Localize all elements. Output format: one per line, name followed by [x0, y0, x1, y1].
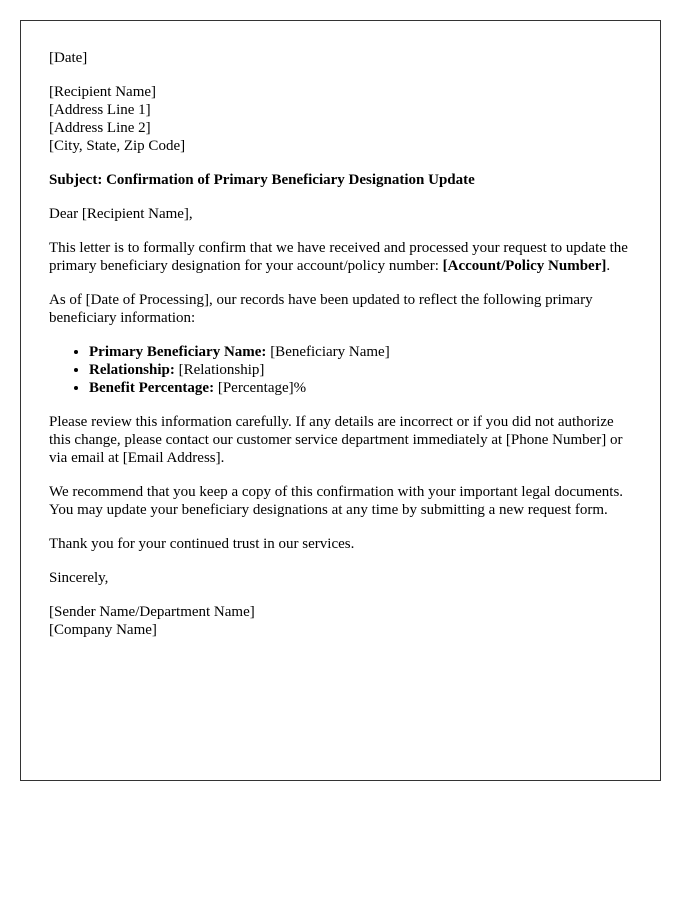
- paragraph-records: As of [Date of Processing], our records have been updated to reflect the following primary beneficiary information:: [49, 292, 593, 326]
- item-label: Relationship:: [89, 362, 175, 378]
- paragraph-confirmation: [49, 239, 632, 275]
- closing: Sincerely,: [49, 570, 109, 586]
- list-item: [89, 361, 632, 379]
- salutation: Dear [Recipient Name],: [49, 206, 193, 222]
- list-item: [89, 343, 632, 361]
- item-value: [Relationship]: [174, 362, 265, 378]
- address-line-2: [Address Line 2]: [49, 120, 151, 136]
- paragraph-text: This letter is to formally confirm that we have received and processed your request to update the primary beneficiary designation for your account/policy number:: [49, 240, 628, 274]
- account-number: [Account/Policy Number]: [442, 258, 607, 274]
- subject: Subject: Confirmation of Primary Beneficiary Designation Update: [49, 172, 475, 188]
- beneficiary-list: [49, 343, 632, 397]
- paragraph-review: Please review this information carefully. If any details are incorrect or if you did not authorize this change, please contact our customer service department immediately at [Phone Number] or via email at [Email Address].: [49, 414, 623, 466]
- list-item: [89, 379, 632, 397]
- paragraph-thanks: Thank you for your continued trust in our services.: [49, 536, 355, 552]
- letter: [20, 20, 661, 781]
- recipient-address: [49, 83, 632, 155]
- item-label: Benefit Percentage:: [89, 380, 215, 396]
- item-value: [Percentage]%: [214, 380, 307, 396]
- item-label: Primary Beneficiary Name:: [89, 344, 267, 360]
- city-state-zip: [City, State, Zip Code]: [49, 138, 186, 154]
- signature: [49, 603, 632, 639]
- address-line-1: [Address Line 1]: [49, 102, 151, 118]
- paragraph-recommend: We recommend that you keep a copy of this confirmation with your important legal documents. You may update your beneficiary designations at any time by submitting a new request form.: [49, 484, 624, 518]
- period: .: [606, 258, 611, 274]
- item-value: [Beneficiary Name]: [266, 344, 390, 360]
- sender-name: [Sender Name/Department Name]: [49, 604, 255, 620]
- date: [Date]: [49, 50, 88, 66]
- company-name: [Company Name]: [49, 622, 157, 638]
- recipient-name: [Recipient Name]: [49, 84, 157, 100]
